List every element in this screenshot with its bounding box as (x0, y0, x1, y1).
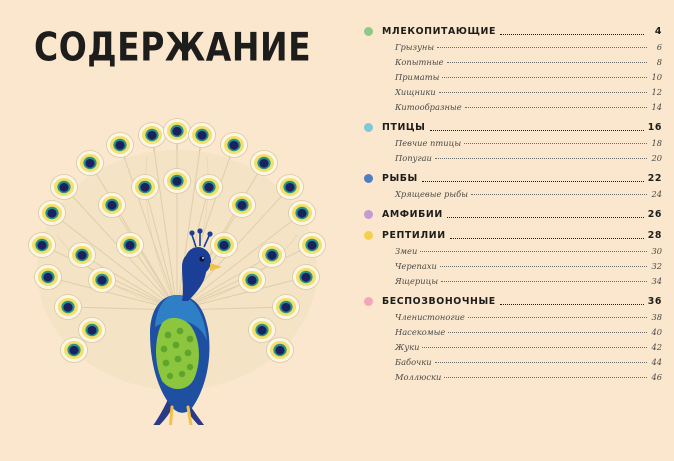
toc-subsection-page: 18 (651, 138, 662, 148)
leader-dots (441, 273, 647, 282)
toc-subsection-page: 32 (651, 261, 662, 271)
section-bullet-icon (364, 123, 373, 132)
toc-section (364, 205, 662, 224)
toc-section (364, 22, 662, 116)
toc-subsection-page: 44 (651, 357, 662, 367)
toc-section-page: 4 (654, 26, 662, 37)
toc-subsection-page: 8 (656, 57, 662, 67)
leader-dots (440, 258, 647, 267)
toc-subsection-label: Жуки (395, 342, 420, 352)
toc-subsection-label: Хрящевые рыбы (395, 189, 468, 199)
toc-section-page: 36 (647, 296, 662, 307)
toc-section (364, 226, 662, 290)
page-title: СОДЕРЖАНИЕ (34, 24, 312, 71)
toc-subsection-label: Черепахи (395, 261, 437, 271)
toc-subsection-label: Китообразные (395, 102, 462, 112)
toc-section-label: РЕПТИЛИИ (382, 230, 446, 241)
leader-dots (464, 135, 647, 144)
toc-subsection-label: Членистоногие (395, 312, 465, 322)
right-page (352, 0, 674, 461)
toc-subsection-label: Хищники (395, 87, 436, 97)
toc-subsection-page: 12 (651, 87, 662, 97)
leader-dots (422, 339, 647, 348)
toc-subsection-page: 40 (651, 327, 662, 337)
leader-dots (430, 121, 644, 131)
leader-dots (450, 229, 644, 239)
toc-subsection-row[interactable] (364, 275, 662, 290)
leader-dots (500, 295, 644, 305)
toc-subsection-row[interactable] (364, 371, 662, 386)
toc-subsection-row[interactable] (364, 152, 662, 167)
table-of-contents (364, 22, 662, 388)
toc-section-label: МЛЕКОПИТАЮЩИЕ (382, 26, 496, 37)
toc-subsection-page: 14 (651, 102, 662, 112)
toc-subsection-label: Попугаи (395, 153, 432, 163)
section-bullet-icon (364, 174, 373, 183)
leader-dots (471, 186, 647, 195)
toc-section-label: ПТИЦЫ (382, 122, 426, 133)
toc-subsection-label: Моллюски (395, 372, 442, 382)
section-bullet-icon (364, 27, 373, 36)
toc-subsection-row[interactable] (364, 188, 662, 203)
peacock-illustration (12, 95, 342, 425)
leader-dots (437, 39, 647, 48)
toc-section-page: 22 (647, 173, 662, 184)
leader-dots (422, 172, 644, 182)
toc-section-page: 28 (647, 230, 662, 241)
leader-dots (468, 309, 647, 318)
toc-section (364, 169, 662, 203)
section-bullet-icon (364, 210, 373, 219)
toc-section (364, 118, 662, 167)
leader-dots (435, 354, 647, 363)
leader-dots (444, 369, 647, 378)
leader-dots (447, 208, 644, 218)
leader-dots (447, 54, 647, 63)
toc-subsection-page: 34 (651, 276, 662, 286)
toc-subsection-page: 6 (656, 42, 662, 52)
leader-dots (465, 99, 647, 108)
toc-subsection-page: 20 (651, 153, 662, 163)
leader-dots (442, 69, 647, 78)
section-bullet-icon (364, 231, 373, 240)
toc-subsection-label: Змеи (395, 246, 418, 256)
toc-subsection-page: 42 (651, 342, 662, 352)
leader-dots (435, 150, 647, 159)
toc-subsection-label: Копытные (395, 57, 444, 67)
toc-section-page: 16 (647, 122, 662, 133)
toc-subsection-label: Грызуны (395, 42, 435, 52)
leader-dots (439, 84, 647, 93)
toc-section-page: 26 (647, 209, 662, 220)
toc-subsection-label: Ящерицы (395, 276, 439, 286)
toc-subsection-page: 38 (651, 312, 662, 322)
leader-dots (500, 25, 644, 35)
toc-subsection-page: 24 (651, 189, 662, 199)
toc-subsection-label: Приматы (395, 72, 440, 82)
toc-section (364, 292, 662, 386)
leader-dots (420, 243, 647, 252)
toc-subsection-label: Насекомые (395, 327, 446, 337)
leader-dots (448, 324, 647, 333)
toc-subsection-page: 10 (651, 72, 662, 82)
toc-section-label: РЫБЫ (382, 173, 418, 184)
section-bullet-icon (364, 297, 373, 306)
toc-section-label: АМФИБИИ (382, 209, 443, 220)
toc-section-row[interactable] (364, 205, 662, 224)
toc-subsection-page: 30 (651, 246, 662, 256)
toc-section-label: БЕСПОЗВОНОЧНЫЕ (382, 296, 496, 307)
toc-subsection-page: 46 (651, 372, 662, 382)
toc-subsection-label: Бабочки (395, 357, 432, 367)
toc-subsection-row[interactable] (364, 101, 662, 116)
toc-subsection-label: Певчие птицы (395, 138, 462, 148)
